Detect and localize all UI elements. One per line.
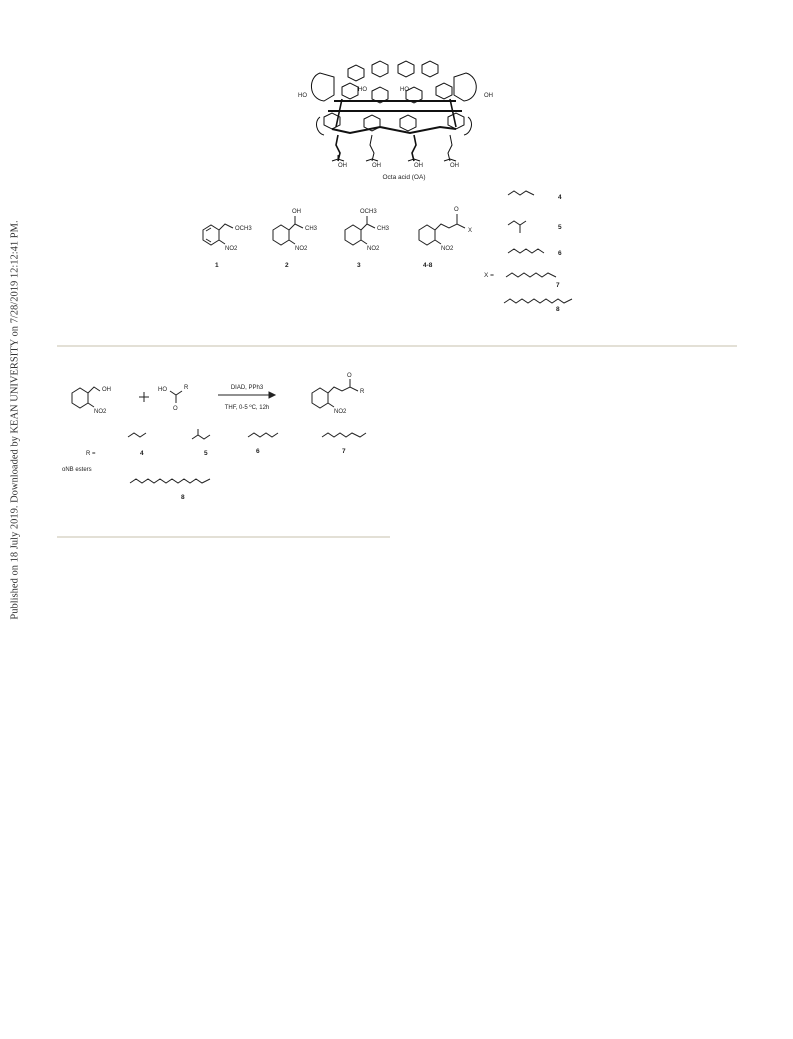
x-option-5: 5	[558, 224, 562, 231]
product-o: O	[347, 373, 352, 379]
publication-note: Published on 18 July 2019. Downloaded by KEAN UNIVERSITY on 7/28/2019 12:12:41 PM.	[9, 220, 21, 620]
product-no2: NO2	[334, 409, 347, 415]
oa-ho-left: HO	[298, 93, 307, 99]
c2-side-group: CH3	[305, 226, 318, 232]
oa-oh-4: OH	[450, 163, 459, 169]
acid-r: R	[184, 385, 189, 391]
compound-number-4-8: 4-8	[423, 262, 433, 269]
r-equals-label: R =	[86, 451, 96, 457]
oa-ho-inner-2: HO	[400, 87, 409, 93]
oa-oh-right: OH	[484, 93, 493, 99]
c48-nitro: NO2	[441, 246, 454, 252]
onb-esters-label: oNB esters	[62, 467, 92, 473]
c48-side-group: X	[468, 228, 473, 234]
x-equals-label: X =	[484, 272, 494, 279]
x-option-4: 4	[558, 194, 562, 201]
r-number-4: 4	[140, 450, 144, 457]
acid-ho: HO	[158, 387, 167, 393]
conditions-bottom: THF, 0-5 ºC, 12h	[224, 405, 270, 411]
product-r: R	[360, 389, 365, 395]
x-option-8: 8	[556, 306, 560, 313]
c48-top-group: O	[454, 207, 459, 213]
x-chain-options	[480, 185, 600, 315]
oa-caption: Octa acid (OA)	[382, 174, 426, 181]
compound-number-2: 2	[285, 262, 289, 269]
c3-nitro: NO2	[367, 246, 380, 252]
x-option-7: 7	[556, 282, 560, 289]
c3-side-group: CH3	[377, 226, 390, 232]
oa-ho-inner-1: HO	[358, 87, 367, 93]
r-number-7: 7	[342, 448, 346, 455]
r-number-8: 8	[181, 494, 185, 501]
oa-oh-2: OH	[372, 163, 381, 169]
section-divider-top	[57, 345, 737, 347]
reactant-oh: OH	[102, 387, 111, 393]
c1-nitro: NO2	[225, 246, 238, 252]
c2-nitro: NO2	[295, 246, 308, 252]
acid-o: O	[173, 406, 178, 412]
r-number-6: 6	[256, 448, 260, 455]
oa-oh-1: OH	[338, 163, 347, 169]
compound-number-3: 3	[357, 262, 361, 269]
c3-top-group: OCH3	[360, 209, 377, 215]
reactant-no2: NO2	[94, 409, 107, 415]
oa-oh-3: OH	[414, 163, 423, 169]
esterification-scheme	[60, 365, 390, 505]
r-number-5: 5	[204, 450, 208, 457]
conditions-top: DIAD, PPh3	[230, 385, 264, 391]
nitrobenzyl-compounds	[195, 200, 495, 275]
c2-top-group: OH	[292, 209, 301, 215]
publication-watermark	[8, 0, 22, 1039]
c1-side-group: OCH3	[235, 226, 252, 232]
x-option-6: 6	[558, 250, 562, 257]
compound-number-1: 1	[215, 262, 219, 269]
section-divider-bottom	[57, 536, 390, 538]
octa-acid-structure	[290, 55, 500, 185]
